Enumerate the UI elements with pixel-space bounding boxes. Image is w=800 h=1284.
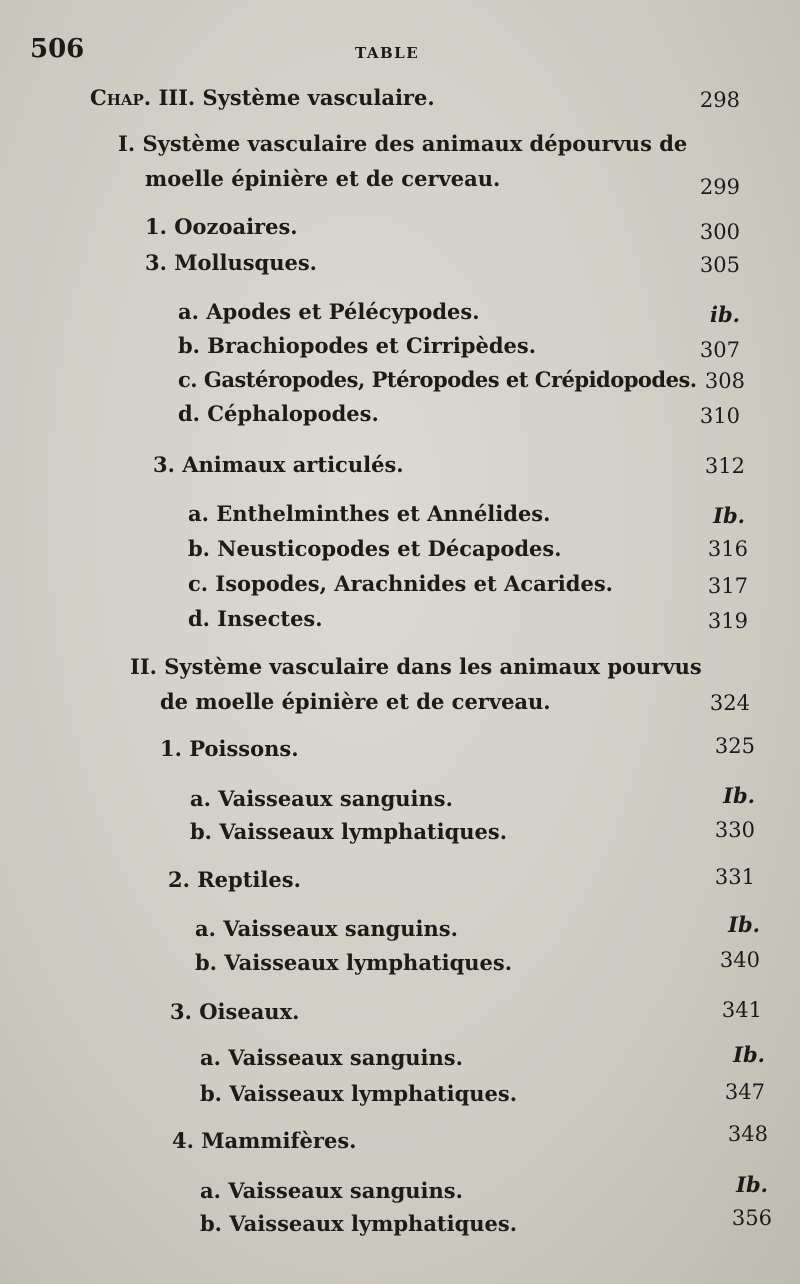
toc-entry-label: I. Système vasculaire des animaux dépourvus de bbox=[118, 131, 688, 156]
toc-entry-page: Ib. bbox=[733, 1042, 765, 1067]
toc-entry-label: a. Vaisseaux sanguins. bbox=[200, 1178, 463, 1203]
toc-entry-label: a. Vaisseaux sanguins. bbox=[200, 1045, 463, 1070]
toc-entry-page: 348 bbox=[727, 1122, 768, 1146]
toc-entry-label: d. Insectes. bbox=[188, 606, 323, 631]
toc-entry-page: Ib. bbox=[728, 912, 760, 937]
toc-entry-page: 330 bbox=[714, 818, 755, 842]
toc-entry-page: 299 bbox=[699, 175, 740, 199]
toc-entry-page: Ib. bbox=[713, 503, 745, 528]
toc-entry-page: ib. bbox=[710, 302, 740, 327]
toc-entry-label: c. Isopodes, Arachnides et Acarides. bbox=[188, 571, 613, 596]
toc-entry-page: 307 bbox=[699, 338, 740, 362]
toc-entry-page: 356 bbox=[731, 1206, 772, 1230]
toc-entry-label: b. Neusticopodes et Décapodes. bbox=[188, 536, 562, 561]
chapter-prefix: Chap. bbox=[90, 85, 152, 110]
toc-entry-page: 298 bbox=[699, 88, 740, 112]
toc-entry-label: de moelle épinière et de cerveau. bbox=[160, 689, 551, 714]
toc-entry-label: c. Gastéropodes, Ptéropodes et Crépidopodes. bbox=[178, 367, 697, 392]
toc-entry-page: Ib. bbox=[736, 1172, 768, 1197]
running-head: TABLE bbox=[355, 44, 420, 62]
toc-entry-page: 319 bbox=[707, 609, 748, 633]
toc-entry-page: 316 bbox=[707, 537, 748, 561]
toc-entry-page: 317 bbox=[707, 574, 748, 598]
toc-entry-page: Ib. bbox=[723, 783, 755, 808]
toc-entry-page: 324 bbox=[709, 691, 750, 715]
toc-entry-label: III. Système vasculaire. bbox=[158, 85, 435, 110]
toc-entry-label: 1. Oozoaires. bbox=[145, 214, 298, 239]
toc-entry-label: b. Vaisseaux lymphatiques. bbox=[195, 950, 513, 975]
toc-entry-label: b. Vaisseaux lymphatiques. bbox=[200, 1211, 518, 1236]
toc-entry-label: 4. Mammifères. bbox=[172, 1128, 357, 1153]
toc-entry-label: a. Vaisseaux sanguins. bbox=[195, 916, 458, 941]
toc-entry-label: II. Système vasculaire dans les animaux pourvus bbox=[130, 654, 702, 679]
toc-entry-label: 1. Poissons. bbox=[160, 736, 299, 761]
toc-entry-chapter bbox=[90, 85, 435, 110]
toc-entry-page: 347 bbox=[724, 1080, 765, 1104]
toc-entry-label: 3. Mollusques. bbox=[145, 250, 317, 275]
toc-entry-page: 331 bbox=[714, 865, 755, 889]
page-number: 506 bbox=[30, 34, 85, 64]
toc-entry-page: 308 bbox=[704, 369, 745, 393]
toc-entry-label: b. Vaisseaux lymphatiques. bbox=[200, 1081, 518, 1106]
toc-entry-label: a. Enthelminthes et Annélides. bbox=[188, 501, 551, 526]
toc-entry-page: 305 bbox=[699, 253, 740, 277]
toc-entry-label: b. Brachiopodes et Cirripèdes. bbox=[178, 333, 537, 358]
toc-entry-label: b. Vaisseaux lymphatiques. bbox=[190, 819, 508, 844]
toc-entry-label: 2. Reptiles. bbox=[168, 867, 301, 892]
toc-entry-page: 312 bbox=[704, 454, 745, 478]
toc-entry-page: 340 bbox=[719, 948, 760, 972]
toc-entry-label: 3. Animaux articulés. bbox=[153, 452, 404, 477]
toc-entry-label: d. Céphalopodes. bbox=[178, 401, 379, 426]
toc-entry-label: moelle épinière et de cerveau. bbox=[145, 166, 501, 191]
toc-entry-label: a. Vaisseaux sanguins. bbox=[190, 786, 453, 811]
toc-entry-page: 325 bbox=[714, 734, 755, 758]
toc-entry-label: 3. Oiseaux. bbox=[170, 999, 300, 1024]
toc-entry-page: 300 bbox=[699, 220, 740, 244]
toc-entry-page: 310 bbox=[699, 404, 740, 428]
toc-entry-page: 341 bbox=[721, 998, 762, 1022]
toc-entry-label: a. Apodes et Pélécypodes. bbox=[178, 299, 480, 324]
